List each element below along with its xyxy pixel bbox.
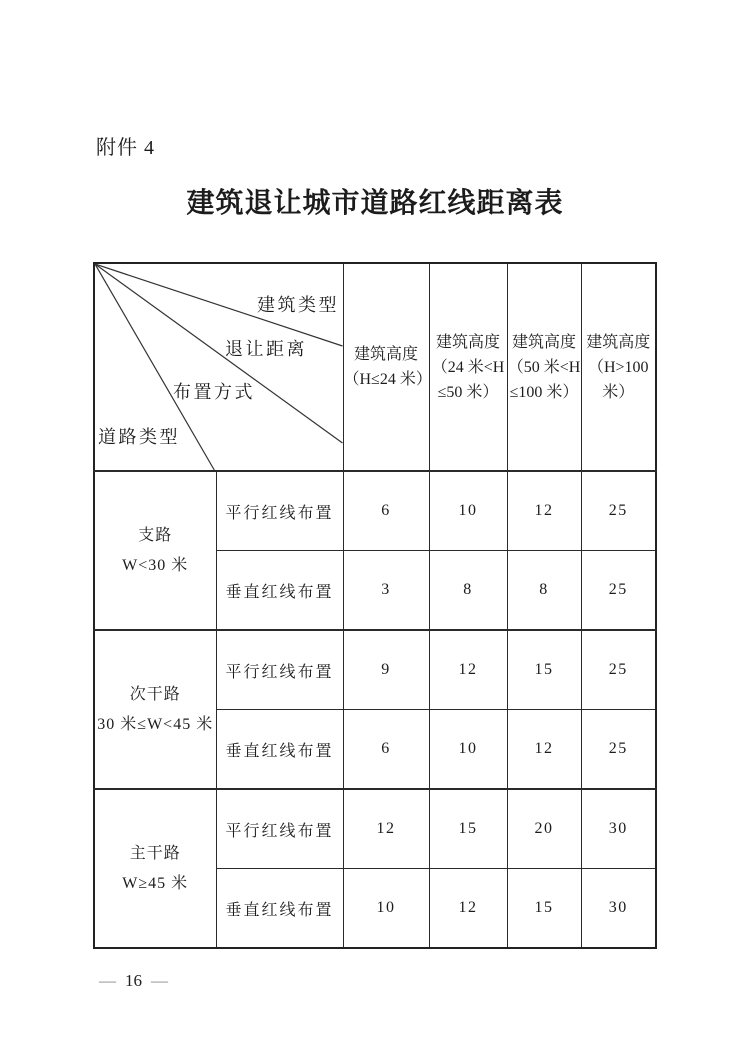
page-number-dash: —: [151, 971, 168, 990]
column-header-line: ≤100 米）: [509, 383, 579, 401]
road-type-line: W<30 米: [122, 556, 189, 574]
corner-label-road-type: 道路类型: [98, 427, 180, 447]
table-row: [94, 630, 656, 710]
column-header-line: 建筑高度: [586, 333, 651, 351]
header-row: [94, 263, 656, 471]
road-type-line: 主干路: [129, 844, 181, 862]
value-cell: 15: [507, 630, 581, 710]
value-cell: 12: [343, 789, 429, 869]
layout-cell: 垂直红线布置: [216, 551, 343, 631]
page-title: 建筑退让城市道路红线距离表: [186, 188, 564, 219]
column-header-line: （50 米<H: [507, 358, 581, 376]
column-header-h100: [581, 263, 656, 471]
layout-cell: 平行红线布置: [216, 630, 343, 710]
column-header-h24-50: [429, 263, 507, 471]
road-type-cell-secondary-road: [94, 630, 216, 789]
value-cell: 15: [429, 789, 507, 869]
column-header-line: （24 米<H: [431, 358, 505, 376]
corner-label-layout-mode: 布置方式: [173, 382, 255, 402]
value-cell: 10: [343, 869, 429, 949]
value-cell: 6: [343, 471, 429, 551]
value-cell: 12: [507, 471, 581, 551]
layout-cell: 垂直红线布置: [216, 710, 343, 790]
column-header-h50-100: [507, 263, 581, 471]
value-cell: 30: [581, 869, 656, 949]
table-row: [94, 789, 656, 869]
column-header-line: 米）: [602, 383, 635, 401]
value-cell: 25: [581, 630, 656, 710]
value-cell: 15: [507, 869, 581, 949]
road-type-line: 支路: [138, 526, 173, 544]
page-number-value: 16: [125, 971, 142, 990]
value-cell: 25: [581, 710, 656, 790]
column-header-line: 建筑高度: [511, 333, 576, 351]
page-number: [99, 971, 168, 991]
column-header-h24: [343, 263, 432, 471]
value-cell: 6: [343, 710, 429, 790]
value-cell: 10: [429, 471, 507, 551]
layout-cell: 平行红线布置: [216, 789, 343, 869]
road-type-line: W≥45 米: [122, 874, 189, 892]
setback-table: [93, 262, 657, 949]
attachment-label: 附件 4: [96, 137, 155, 159]
value-cell: 20: [507, 789, 581, 869]
road-type-line: 30 米≤W<45 米: [97, 715, 214, 733]
value-cell: 12: [429, 869, 507, 949]
corner-label-setback-distance: 退让距离: [225, 339, 307, 359]
column-header-line: （H≤24 米）: [343, 371, 432, 388]
value-cell: 8: [429, 551, 507, 631]
page-number-dash: —: [99, 971, 116, 990]
value-cell: 30: [581, 789, 656, 869]
column-header-line: （H>100: [587, 358, 649, 376]
column-header-line: 建筑高度: [353, 346, 418, 363]
corner-cell: [94, 263, 343, 471]
setback-table-container: [93, 262, 657, 949]
value-cell: 3: [343, 551, 429, 631]
table-row: [94, 471, 656, 551]
value-cell: 25: [581, 471, 656, 551]
column-header-line: ≤50 米）: [437, 383, 499, 401]
road-type-cell-main-road: [94, 789, 216, 948]
value-cell: 12: [429, 630, 507, 710]
road-type-line: 次干路: [129, 685, 181, 703]
value-cell: 8: [507, 551, 581, 631]
value-cell: 12: [507, 710, 581, 790]
road-type-cell-branch-road: [94, 471, 216, 630]
column-header-line: 建筑高度: [435, 333, 500, 351]
value-cell: 9: [343, 630, 429, 710]
corner-label-building-type: 建筑类型: [257, 295, 339, 315]
value-cell: 10: [429, 710, 507, 790]
layout-cell: 垂直红线布置: [216, 869, 343, 949]
value-cell: 25: [581, 551, 656, 631]
layout-cell: 平行红线布置: [216, 471, 343, 551]
